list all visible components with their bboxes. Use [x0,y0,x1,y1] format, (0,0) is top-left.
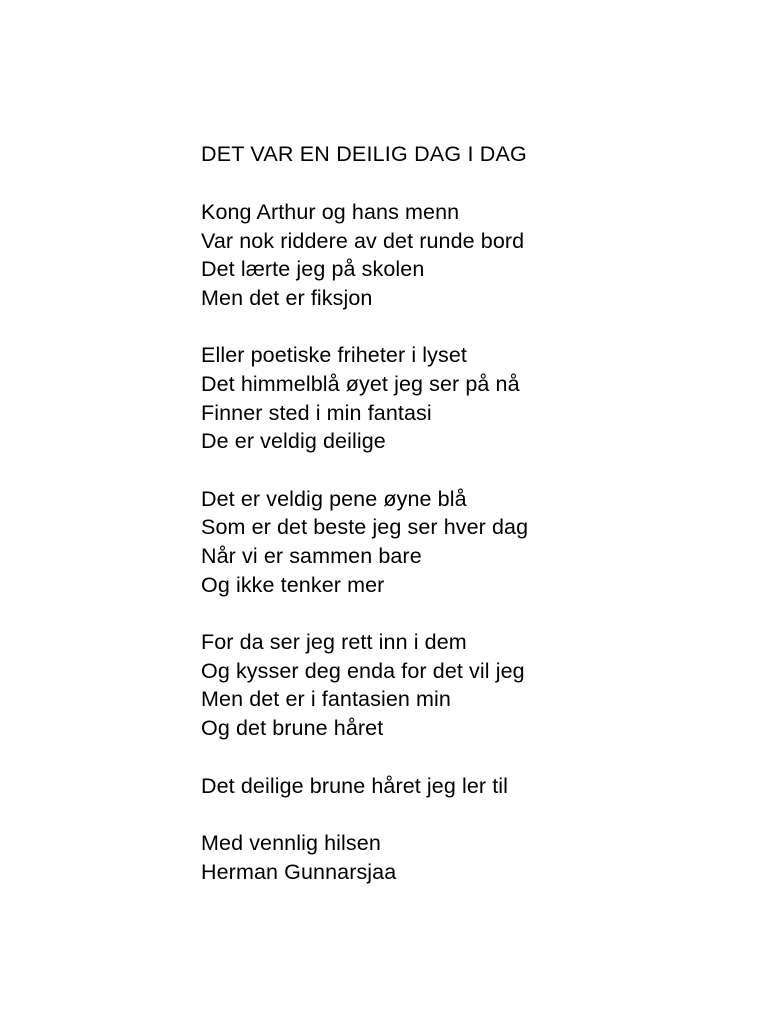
spacer [201,743,721,772]
poem-line: Det er veldig pene øyne blå [201,486,467,511]
signature-closing: Med vennlig hilsen [201,831,381,856]
spacer [201,169,721,198]
spacer [201,800,721,829]
stanza-5 [201,772,721,801]
poem-line: Men det er fiksjon [201,285,373,310]
poem-line: Men det er i fantasien min [201,687,451,712]
stanza-2 [201,341,721,455]
stanza-4 [201,628,721,742]
poem-line: Var nok riddere av det runde bord [201,228,525,253]
poem-line: Når vi er sammen bare [201,543,422,568]
spacer [201,312,721,341]
signature-name: Herman Gunnarsjaa [201,859,397,884]
page-title: DET VAR EN DEILIG DAG I DAG [201,142,527,166]
spacer [201,456,721,485]
poem-line: Og det brune håret [201,715,384,740]
poem-line: Det deilige brune håret jeg ler til [201,773,509,798]
poem-line: Finner sted i min fantasi [201,400,432,425]
poem-line: Kong Arthur og hans menn [201,200,460,224]
poem-line: For da ser jeg rett inn i dem [201,630,467,655]
stanza-3 [201,485,721,599]
poem-line: Det lærte jeg på skolen [201,257,425,282]
poem-line: Som er det beste jeg ser hver dag [201,515,529,540]
spacer [201,599,721,628]
poem-line: Det himmelblå øyet jeg ser på nå [201,371,520,396]
poem-line: Eller poetiske friheter i lyset [201,343,467,368]
poem-line: De er veldig deilige [201,429,386,454]
signature-block [201,829,721,886]
poem-line: Og kysser deg enda for det vil jeg [201,658,525,683]
stanza-1 [201,198,721,312]
document-body [201,140,721,886]
poem-line: Og ikke tenker mer [201,572,385,597]
